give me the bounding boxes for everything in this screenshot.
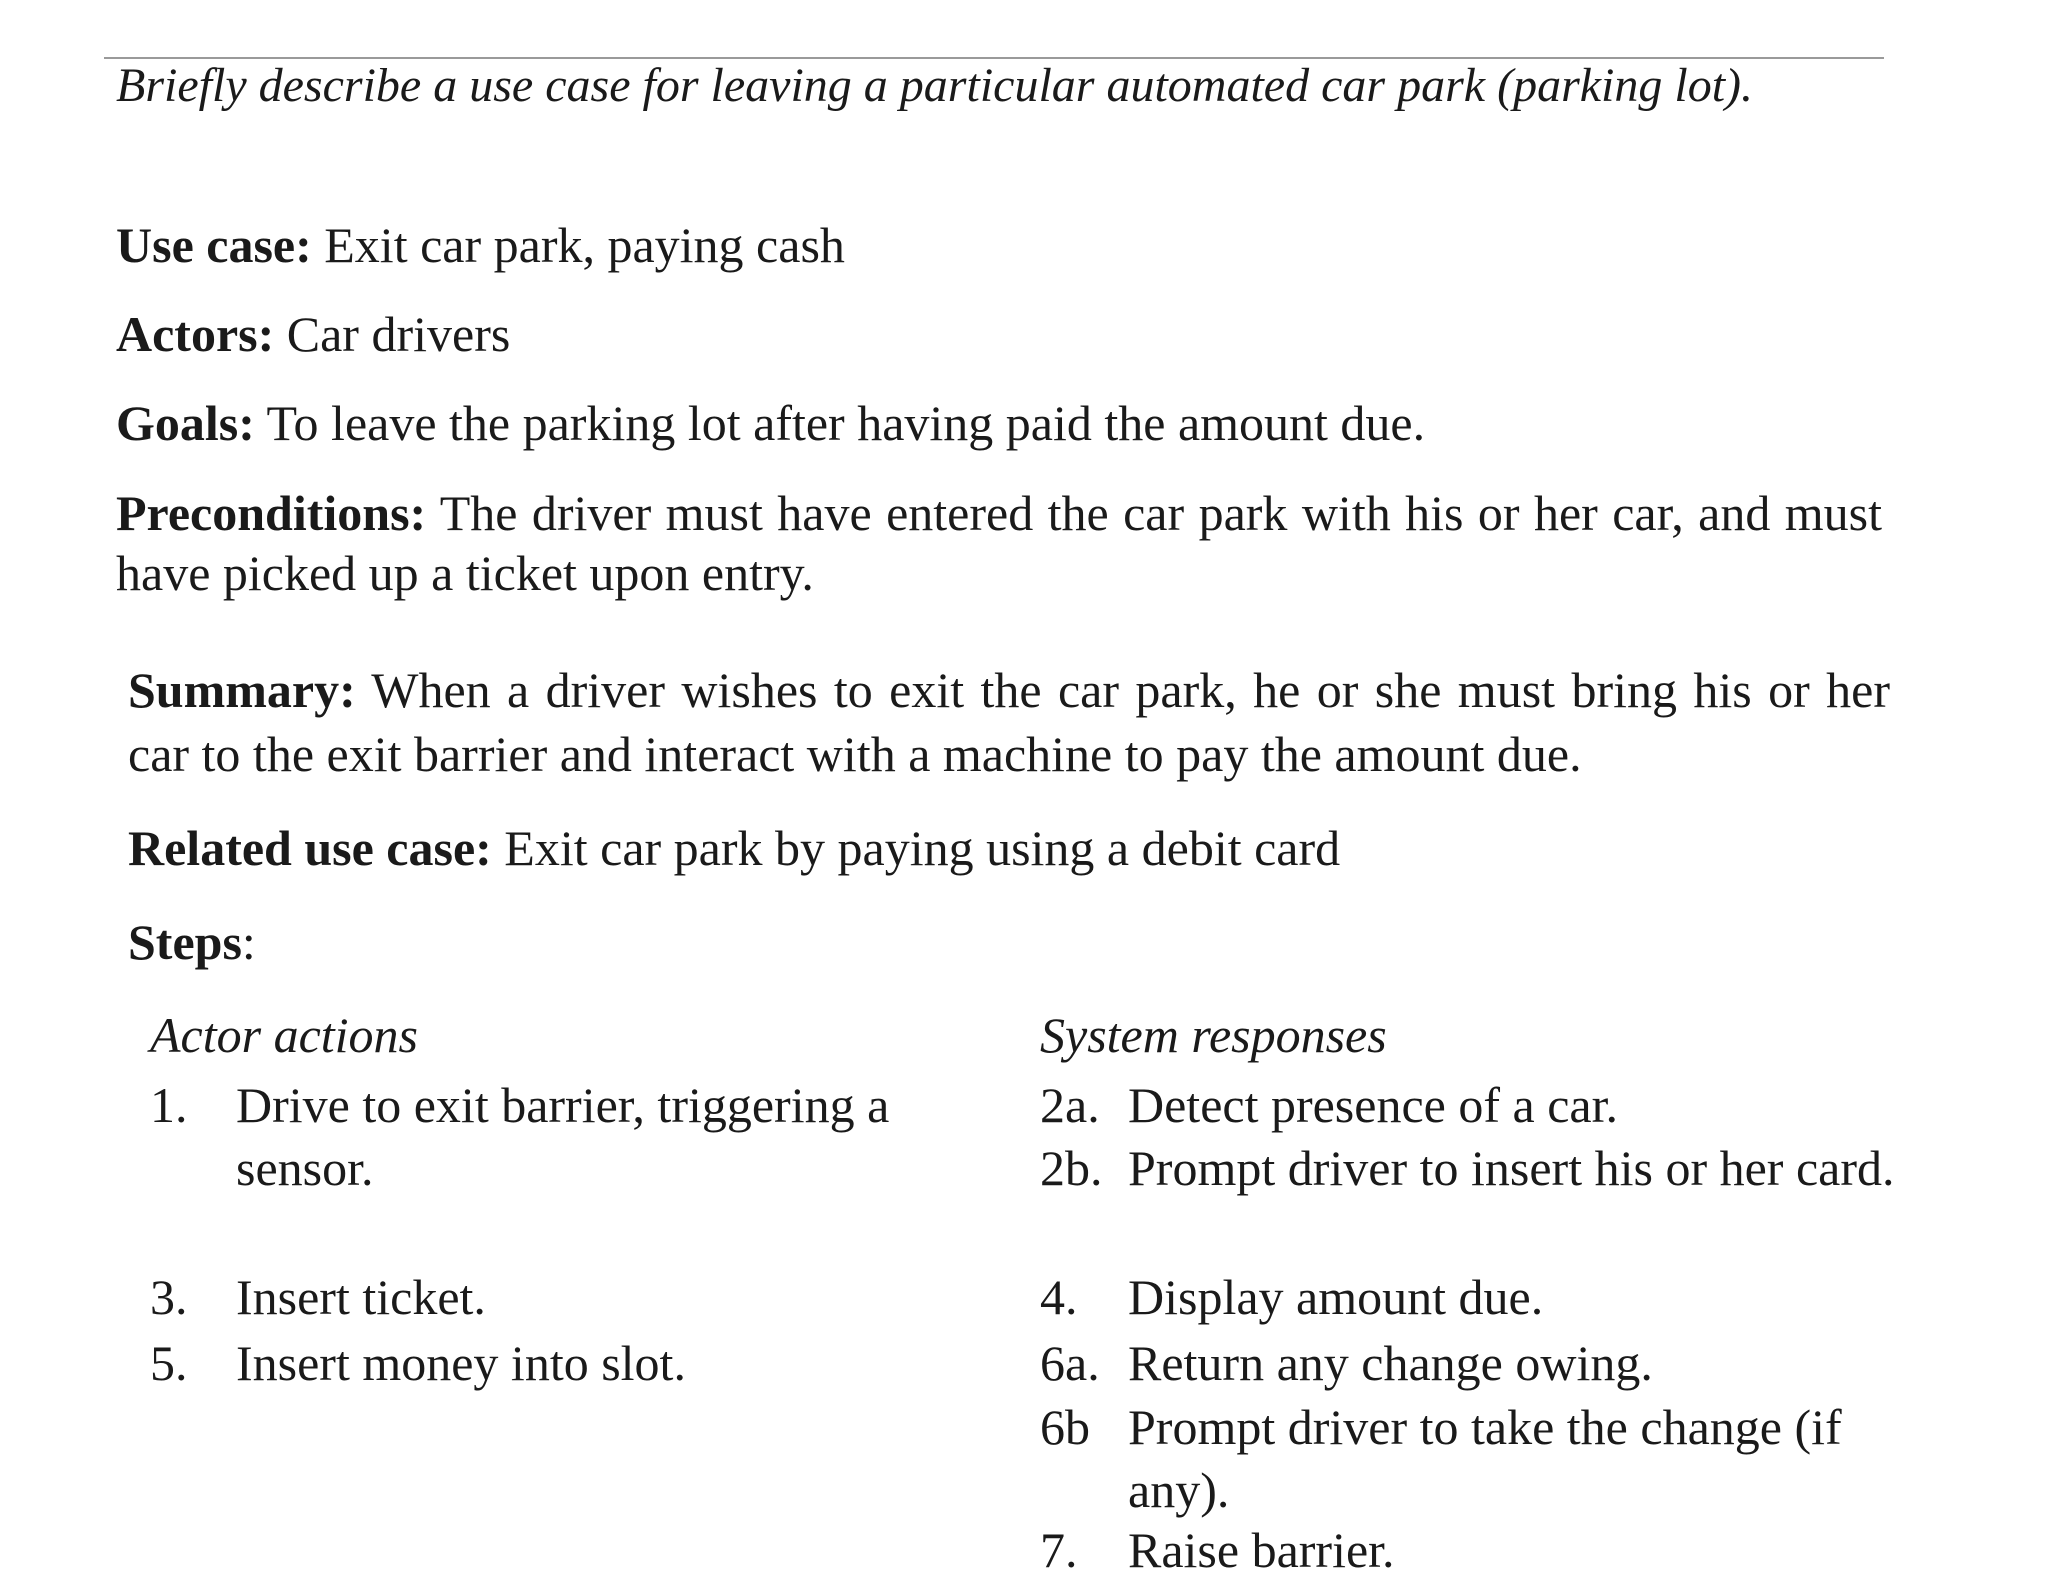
actors-value: Car drivers: [274, 306, 511, 362]
step-number: 6b: [1040, 1399, 1090, 1455]
system-step: [1040, 1332, 1890, 1395]
step-number: 6a.: [1040, 1335, 1100, 1391]
use-case-value: Exit car park, paying cash: [311, 217, 845, 273]
actor-actions-header: Actor actions: [150, 1007, 419, 1063]
actors-field: [116, 304, 510, 364]
step-text: Return any change owing.: [1128, 1335, 1653, 1391]
step-number: 4.: [1040, 1269, 1078, 1325]
step-text: Insert money into slot.: [236, 1335, 686, 1391]
summary-label: Summary:: [128, 662, 356, 718]
goals-value: To leave the parking lot after having paid the amount due.: [254, 395, 1426, 451]
step-text: Raise barrier.: [1128, 1522, 1395, 1578]
system-step: [1040, 1074, 1890, 1137]
step-number: 7.: [1040, 1522, 1078, 1578]
use-case-label: Use case:: [116, 217, 312, 273]
system-step: [1040, 1137, 1895, 1263]
step-text: Drive to exit barrier, triggering a sensor.: [236, 1077, 890, 1196]
goals-field: [116, 393, 1425, 453]
preconditions-field: [116, 483, 1882, 603]
step-number: 2b.: [1040, 1140, 1103, 1196]
actors-label: Actors:: [116, 306, 275, 362]
goals-label: Goals:: [116, 395, 255, 451]
system-step: [1040, 1396, 1890, 1522]
steps-heading: [128, 912, 256, 972]
step-text: Prompt driver to insert his or her card.: [1128, 1140, 1895, 1196]
system-responses-header: System responses: [1040, 1007, 1387, 1063]
step-text: Display amount due.: [1128, 1269, 1544, 1325]
step-number: 5.: [150, 1335, 188, 1391]
question-text: Briefly describe a use case for leaving a particular automated car park (parking lot).: [116, 59, 1754, 112]
step-number: 1.: [150, 1077, 188, 1133]
preconditions-value: The driver must have entered the car park with his or her car, and must have picked up a ticket upon entry.: [116, 485, 1882, 601]
use-case-field: [116, 215, 845, 275]
step-text: Prompt driver to take the change (if any).: [1128, 1399, 1842, 1518]
step-number: 2a.: [1040, 1077, 1100, 1133]
step-text: Detect presence of a car.: [1128, 1077, 1618, 1133]
actor-step: [150, 1074, 970, 1200]
preconditions-label: Preconditions:: [116, 485, 427, 541]
steps-colon: :: [241, 914, 256, 970]
actor-step: [150, 1332, 970, 1395]
steps-label: Steps: [128, 914, 242, 970]
related-use-case-label: Related use case:: [128, 820, 492, 876]
step-number: 3.: [150, 1269, 188, 1325]
system-step: [1040, 1519, 1890, 1582]
related-use-case-value: Exit car park by paying using a debit card: [491, 820, 1341, 876]
actor-step: [150, 1266, 970, 1329]
summary-field: [128, 658, 1890, 786]
step-text: Insert ticket.: [236, 1269, 486, 1325]
system-step: [1040, 1266, 1890, 1329]
summary-value: When a driver wishes to exit the car park, he or she must bring his or her car to the exit barrier and interact with a machine to pay the amount due.: [128, 662, 1890, 782]
related-use-case-field: [128, 818, 1340, 878]
